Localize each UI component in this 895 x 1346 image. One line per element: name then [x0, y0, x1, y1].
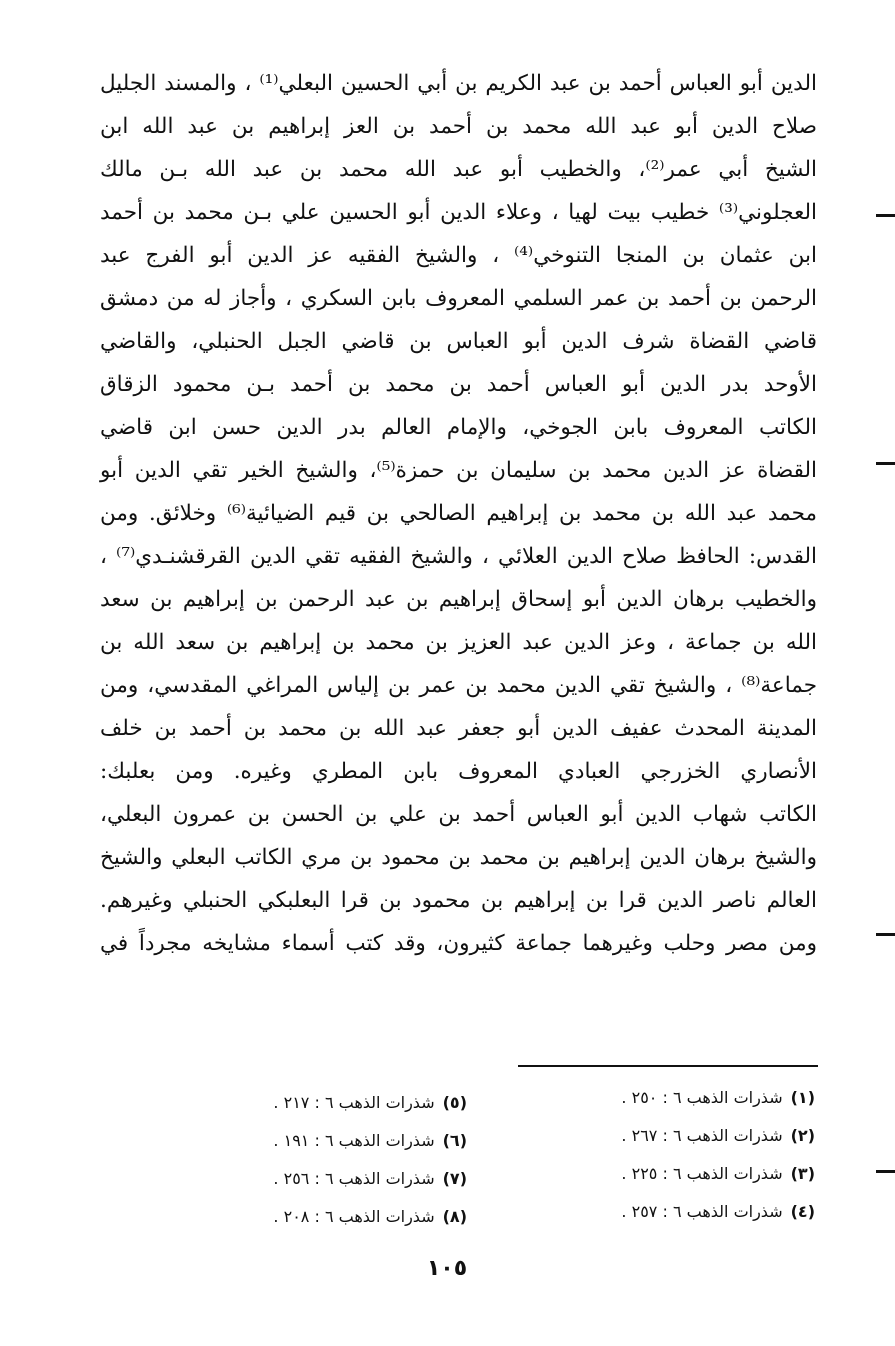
footnote	[555, 1155, 815, 1193]
footnote-divider	[518, 1065, 818, 1067]
footnote-text: شذرات الذهب ٦ : ١٩١ .	[273, 1131, 435, 1150]
footnote-number: (٦)	[442, 1131, 467, 1150]
footnote-number: (١)	[790, 1088, 815, 1107]
footnote-text: شذرات الذهب ٦ : ٢١٧ .	[273, 1093, 435, 1112]
text-line: والشيخ برهان الدين إبراهيم بن محمد بن محمود بن مري الكاتب البعلي والشيخ	[100, 845, 817, 870]
footnote	[207, 1122, 467, 1160]
text-line: الدين أبو العباس أحمد بن عبد الكريم بن أبي الحسين البعلي⁽¹⁾ ، والمسند الجليل	[100, 71, 817, 96]
text-line: صلاح الدين أبو عبد الله محمد بن أحمد بن العز إبراهيم بن عبد الله ابن	[100, 114, 817, 139]
footnotes-left-column	[207, 1084, 467, 1236]
text-line: قاضي القضاة شرف الدين أبو العباس بن قاضي الجبل الحنبلي، والقاضي	[100, 329, 817, 354]
footnote	[207, 1198, 467, 1236]
text-line: جماعة⁽⁸⁾ ، والشيخ تقي الدين محمد بن عمر بن إلياس المراغي المقدسي، ومن	[100, 673, 817, 698]
footnote-number: (٤)	[790, 1202, 815, 1221]
margin-scan-mark	[876, 462, 895, 465]
main-text-block	[100, 62, 817, 965]
footnotes-right-column	[555, 1079, 815, 1231]
margin-scan-mark	[876, 214, 895, 217]
footnote	[555, 1193, 815, 1231]
footnote-number: (٨)	[442, 1207, 467, 1226]
footnote-text: شذرات الذهب ٦ : ٢٢٥ .	[621, 1164, 783, 1183]
text-line: الأنصاري الخزرجي العبادي المعروف بابن المطري وغيره. ومن بعلبك:	[100, 759, 817, 784]
text-line: المدينة المحدث عفيف الدين أبو جعفر عبد الله بن محمد بن أحمد بن خلف	[100, 716, 817, 741]
page-number: ١٠٥	[426, 1256, 468, 1281]
footnote-number: (٢)	[790, 1126, 815, 1145]
footnote-number: (٧)	[442, 1169, 467, 1188]
text-line: الكاتب المعروف بابن الجوخي، والإمام العالم بدر الدين حسن ابن قاضي	[100, 415, 817, 440]
footnote-text: شذرات الذهب ٦ : ٢٠٨ .	[273, 1207, 435, 1226]
footnote	[555, 1079, 815, 1117]
text-line: ابن عثمان بن المنجا التنوخي⁽⁴⁾ ، والشيخ الفقيه عز الدين أبو الفرج عبد	[100, 243, 817, 268]
text-line: الله بن جماعة ، وعز الدين عبد العزيز بن محمد بن إبراهيم بن سعد الله بن	[100, 630, 817, 655]
text-line: ومن مصر وحلب وغيرهما جماعة كثيرون، وقد كتب أسماء مشايخه مجرداً في	[100, 931, 817, 956]
margin-scan-mark	[876, 933, 895, 936]
footnote-text: شذرات الذهب ٦ : ٢٥٧ .	[621, 1202, 783, 1221]
text-line: الشيخ أبي عمر⁽²⁾، والخطيب أبو عبد الله محمد بن عبد الله بـن مالك	[100, 157, 817, 182]
text-line: العجلوني⁽³⁾ خطيب بيت لهيا ، وعلاء الدين أبو الحسين علي بـن محمد بن أحمد	[100, 200, 817, 225]
footnote	[207, 1084, 467, 1122]
footnote	[555, 1117, 815, 1155]
text-line: الرحمن بن أحمد بن عمر السلمي المعروف بابن السكري ، وأجاز له من دمشق	[100, 286, 817, 311]
text-line: العالم ناصر الدين قرا بن إبراهيم بن محمود بن قرا البعلبكي الحنبلي وغيرهم.	[100, 888, 817, 913]
footnote-text: شذرات الذهب ٦ : ٢٥٦ .	[273, 1169, 435, 1188]
footnote-number: (٥)	[442, 1093, 467, 1112]
margin-scan-mark	[876, 1170, 895, 1173]
text-line: الأوحد بدر الدين أبو العباس أحمد بن محمد بن أحمد بـن محمود الزقاق	[100, 372, 817, 397]
footnote-text: شذرات الذهب ٦ : ٢٥٠ .	[621, 1088, 783, 1107]
footnote-text: شذرات الذهب ٦ : ٢٦٧ .	[621, 1126, 783, 1145]
text-line: القدس: الحافظ صلاح الدين العلائي ، والشيخ الفقيه تقي الدين القرقشنـدي⁽⁷⁾ ،	[100, 544, 817, 569]
text-line: محمد عبد الله بن محمد بن إبراهيم الصالحي بن قيم الضيائية⁽⁶⁾ وخلائق. ومن	[100, 501, 817, 526]
text-line: والخطيب برهان الدين أبو إسحاق إبراهيم بن عبد الرحمن بن إبراهيم بن سعد	[100, 587, 817, 612]
footnote-number: (٣)	[790, 1164, 815, 1183]
text-line: الكاتب شهاب الدين أبو العباس أحمد بن علي بن الحسن بن عمرون البعلي،	[100, 802, 817, 827]
text-line: القضاة عز الدين محمد بن سليمان بن حمزة⁽⁵⁾، والشيخ الخير تقي الدين أبو	[100, 458, 817, 483]
footnote	[207, 1160, 467, 1198]
